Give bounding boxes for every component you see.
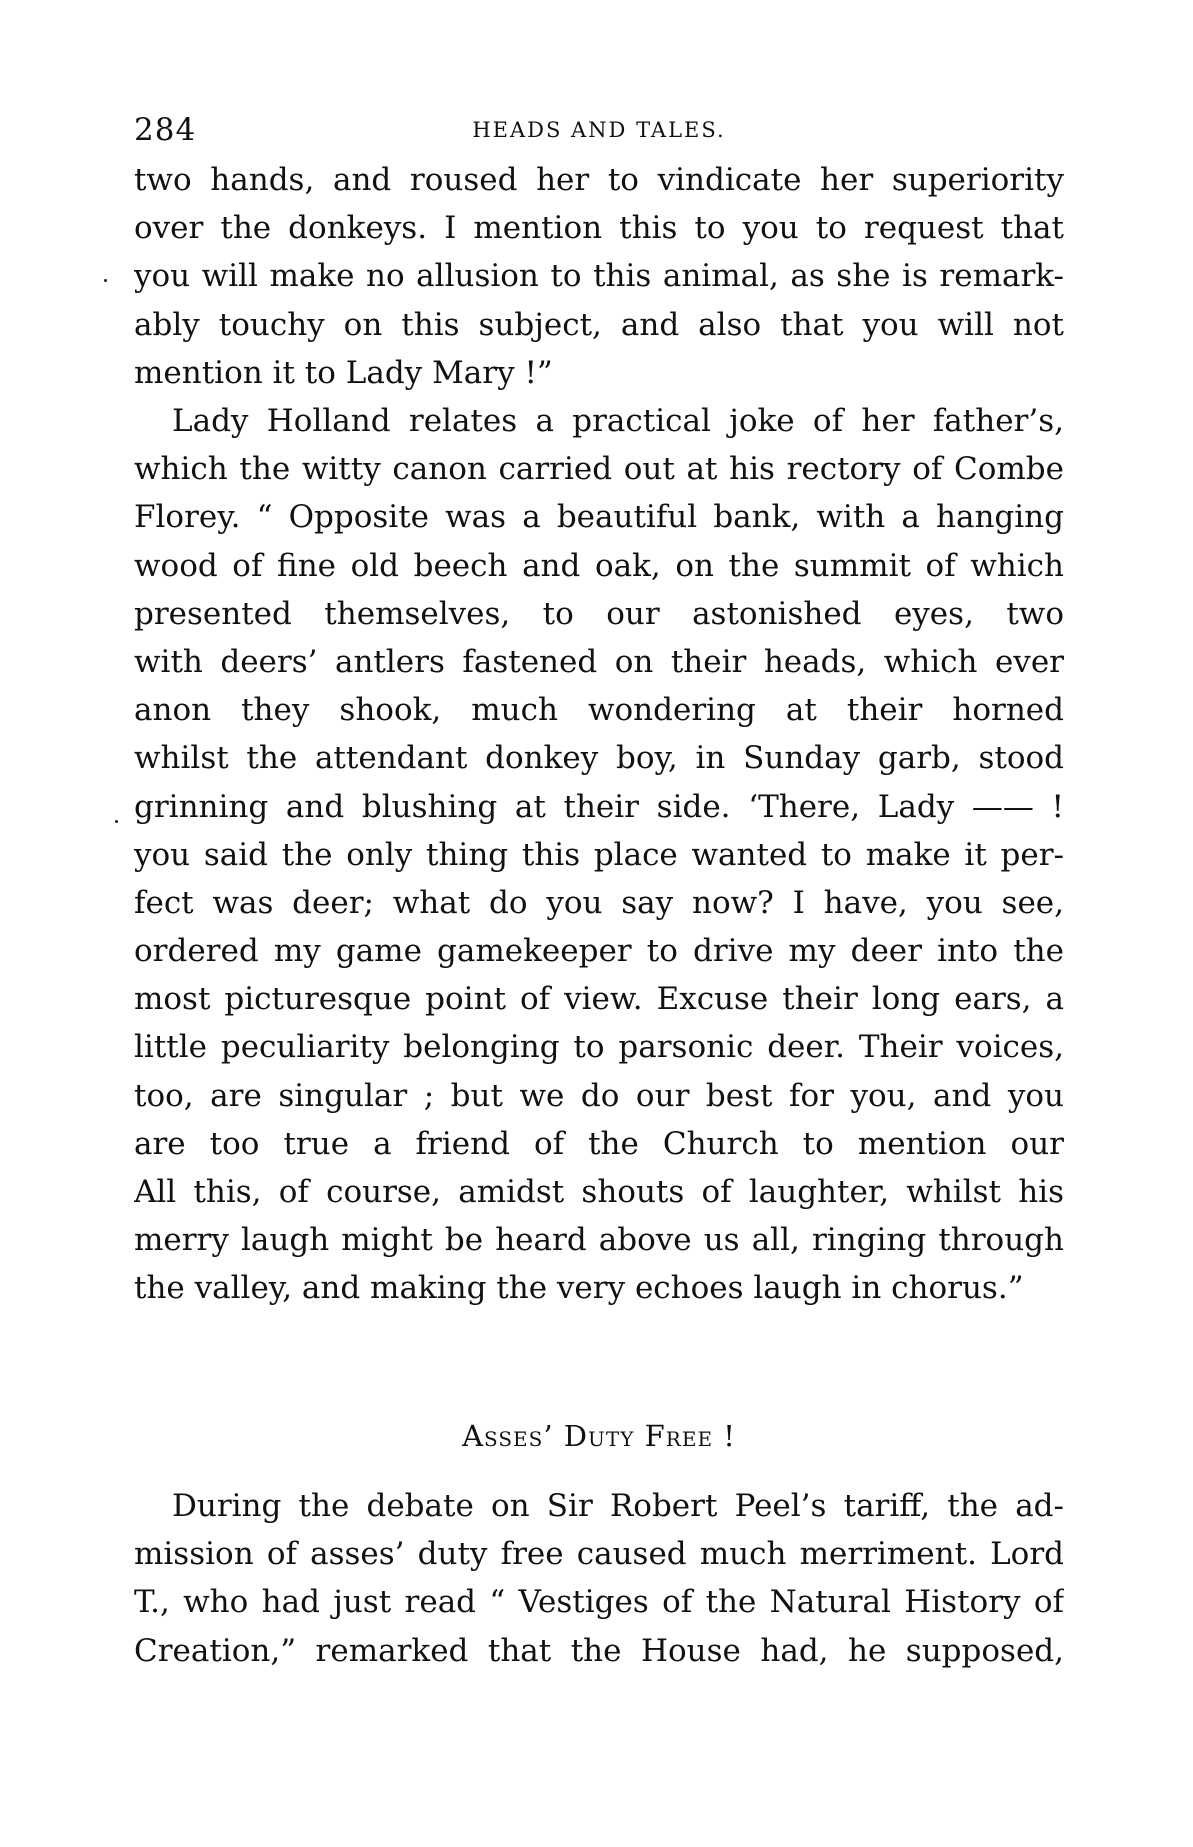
- text-line: whilst the attendant donkey boy, in Sunday garb, stood: [134, 740, 1064, 777]
- text-line: wood of fine old beech and oak, on the summit of which: [134, 547, 1064, 584]
- text-line: two hands, and roused her to vindicate her superiority: [134, 162, 1064, 198]
- paragraph-lady-holland: [134, 397, 1064, 1313]
- text-line: over the donkeys. I mention this to you to request that: [134, 210, 1064, 247]
- section-heading: Asses’ Duty Free !: [462, 1419, 736, 1453]
- text-line: mission of asses’ duty free caused much merriment. Lord: [134, 1536, 1064, 1573]
- text-line: anon they shook, much wondering at their horned: [134, 692, 1064, 729]
- text-line: T., who had just read “ Vestiges of the Natural History of: [134, 1584, 1064, 1621]
- text-line: too, are singular ; but we do our best for you, and you: [134, 1077, 1064, 1114]
- text-line: mention it to Lady Mary !”: [134, 354, 553, 391]
- running-head: [134, 112, 1064, 152]
- text-line: with deers’ antlers fastened on their heads, which ever: [134, 643, 1064, 680]
- ink-speck: [104, 279, 107, 282]
- paragraph-tariff: [134, 1482, 1064, 1675]
- text-line: Lady Holland relates a practical joke of her father’s,: [172, 403, 1064, 439]
- text-line: ordered my game gamekeeper to drive my deer into the: [134, 933, 1064, 970]
- text-line: Creation,” remarked that the House had, he supposed,: [134, 1632, 1064, 1669]
- text-line: little peculiarity belonging to parsonic deer. Their voices,: [134, 1029, 1064, 1066]
- text-line: Florey. “ Opposite was a beautiful bank, with a hanging: [134, 499, 1064, 536]
- text-line: most picturesque point of view. Excuse their long ears, a: [134, 981, 1064, 1018]
- text-line: fect was deer; what do you say now? I have, you see,: [134, 884, 1064, 921]
- running-title: HEADS AND TALES.: [472, 118, 726, 142]
- ink-speck: [115, 820, 118, 823]
- text-line: which the witty canon carried out at his rectory of Combe: [134, 451, 1064, 488]
- page-number: 284: [134, 112, 197, 148]
- text-line: grinning and blushing at their side. ‘There, Lady —— !: [134, 788, 1064, 825]
- text-line: All this, of course, amidst shouts of laughter, whilst his: [134, 1174, 1064, 1210]
- text-line: you will make no allusion to this animal, as she is remark-: [134, 258, 1064, 295]
- text-line: ably touchy on this subject, and also that you will not: [134, 306, 1064, 343]
- text-line: you said the only thing this place wanted to make it per-: [134, 836, 1064, 873]
- text-line: are too true a friend of the Church to mention our: [134, 1125, 1064, 1162]
- text-line: During the debate on Sir Robert Peel’s tariff, the ad-: [172, 1488, 1064, 1524]
- text-line: presented themselves, to our astonished eyes, two: [134, 595, 1064, 632]
- text-line: the valley, and making the very echoes laugh in chorus.”: [134, 1270, 1024, 1307]
- text-line: merry laugh might be heard above us all, ringing through: [134, 1222, 1064, 1259]
- paragraph-continued: [134, 156, 1064, 397]
